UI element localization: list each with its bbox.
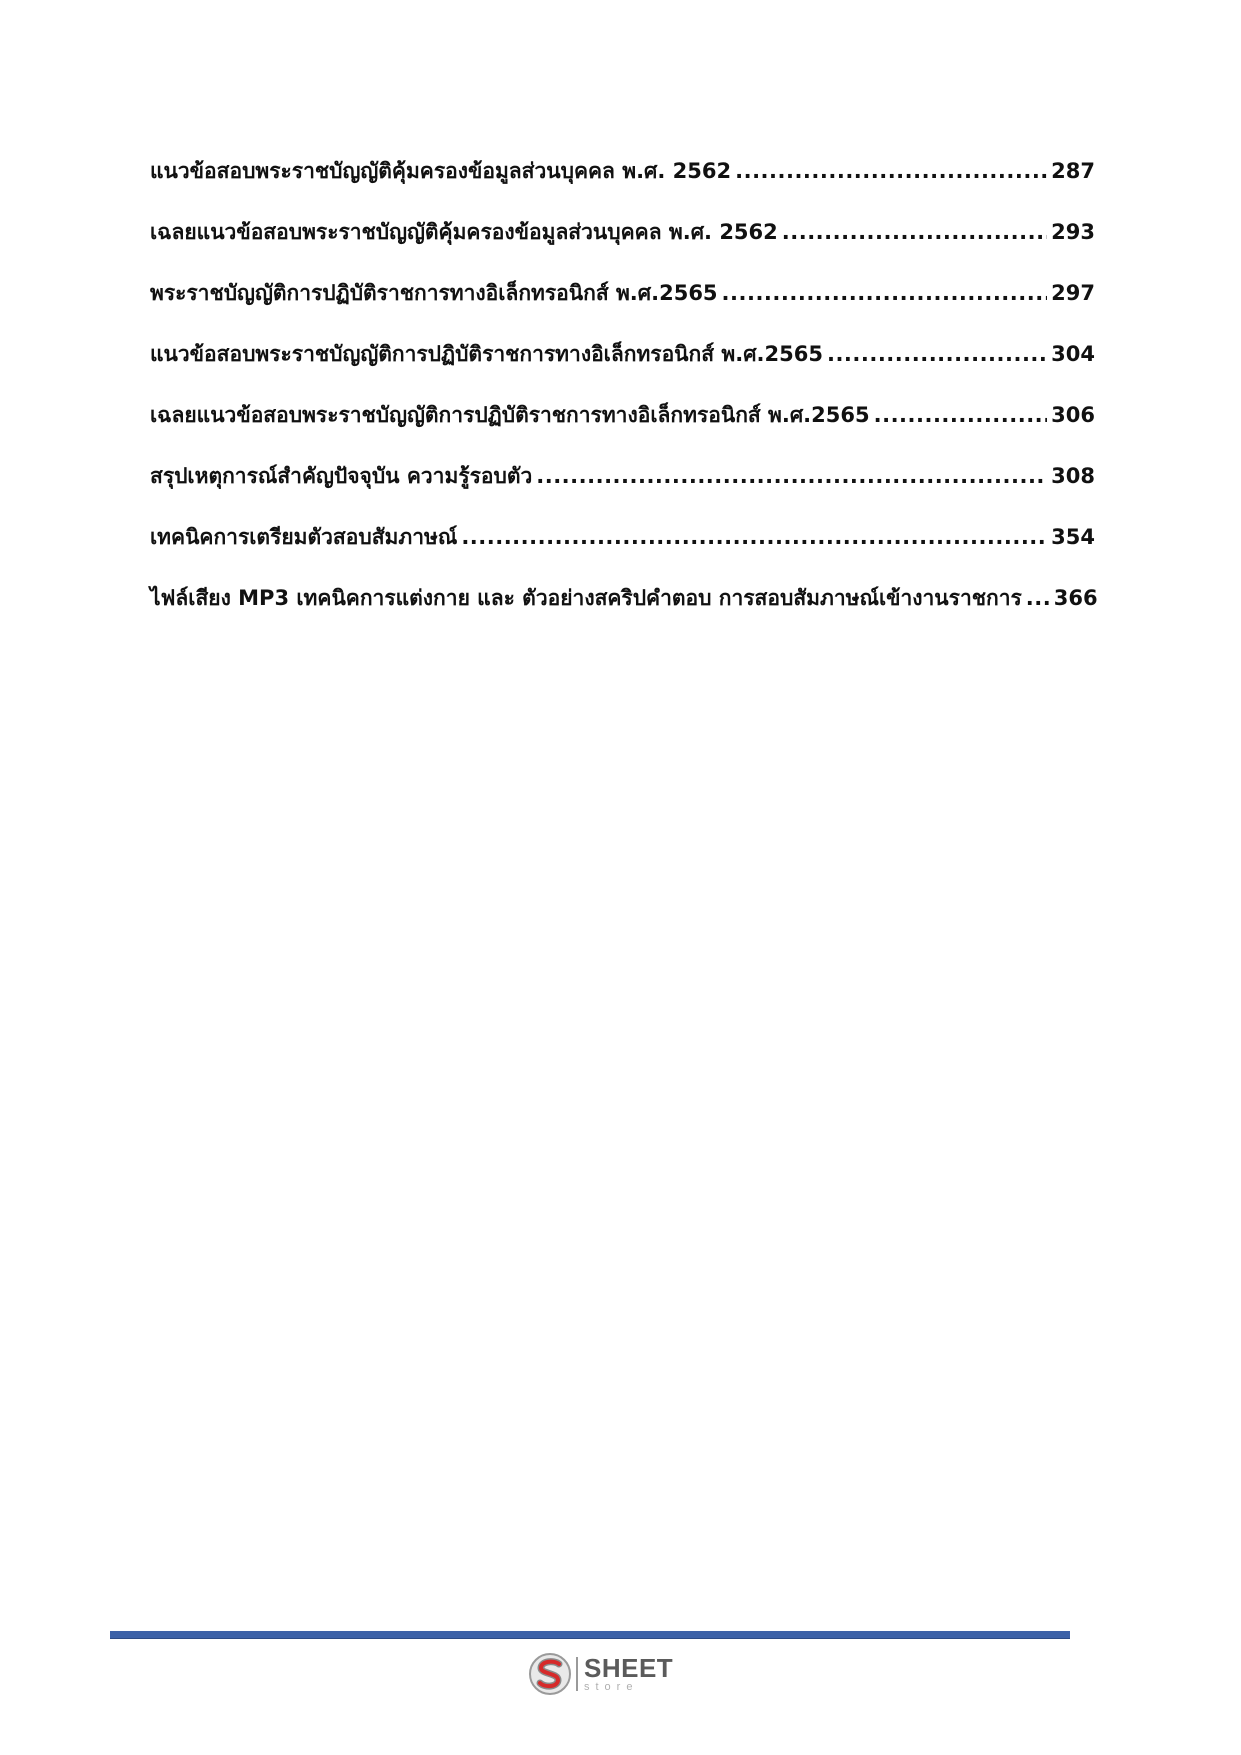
toc-dot-leader bbox=[782, 216, 1047, 248]
brand-wordmark bbox=[584, 1655, 673, 1693]
toc-entry[interactable] bbox=[150, 155, 1095, 216]
toc-page-number: 306 bbox=[1051, 403, 1095, 427]
toc-entry-title: แนวข้อสอบพระราชบัญญัติคุ้มครองข้อมูลส่วนบุคคล พ.ศ. 2562 bbox=[150, 159, 732, 183]
toc-entry-title: เฉลยแนวข้อสอบพระราชบัญญัติคุ้มครองข้อมูลส่วนบุคคล พ.ศ. 2562 bbox=[150, 220, 778, 244]
toc-entry[interactable] bbox=[150, 521, 1095, 582]
toc-entry[interactable] bbox=[150, 460, 1095, 521]
toc-entry[interactable] bbox=[150, 277, 1095, 338]
table-of-contents bbox=[150, 155, 1098, 643]
toc-dot-leader bbox=[1026, 582, 1050, 614]
toc-entry[interactable] bbox=[150, 338, 1095, 399]
toc-page-number: 366 bbox=[1053, 586, 1098, 610]
toc-dot-leader bbox=[722, 277, 1048, 309]
toc-page-number: 354 bbox=[1051, 525, 1095, 549]
toc-entry-title: เทคนิคการเตรียมตัวสอบสัมภาษณ์ bbox=[150, 525, 458, 549]
brand-subtitle: store bbox=[584, 1681, 639, 1693]
toc-entry-title: เฉลยแนวข้อสอบพระราชบัญญัติการปฏิบัติราชการทางอิเล็กทรอนิกส์ พ.ศ.2565 bbox=[150, 403, 870, 427]
toc-page-number: 297 bbox=[1051, 281, 1095, 305]
toc-entry[interactable] bbox=[150, 399, 1095, 460]
toc-entry-title: แนวข้อสอบพระราชบัญญัติการปฏิบัติราชการทางอิเล็กทรอนิกส์ พ.ศ.2565 bbox=[150, 342, 823, 366]
toc-entry-title: พระราชบัญญัติการปฏิบัติราชการทางอิเล็กทรอนิกส์ พ.ศ.2565 bbox=[150, 281, 718, 305]
toc-page-number: 293 bbox=[1051, 220, 1095, 244]
sheet-store-s-logo-icon bbox=[528, 1652, 572, 1696]
toc-entry-title: สรุปเหตุการณ์สำคัญปัจจุบัน ความรู้รอบตัว bbox=[150, 464, 533, 488]
toc-entry[interactable] bbox=[150, 216, 1095, 277]
toc-dot-leader bbox=[874, 399, 1048, 431]
toc-page-number: 287 bbox=[1051, 159, 1095, 183]
toc-dot-leader bbox=[735, 155, 1047, 187]
logo-divider bbox=[576, 1657, 578, 1691]
brand-name: SHEET bbox=[584, 1653, 674, 1683]
toc-entry-title: ไฟล์เสียง MP3 เทคนิคการแต่งกาย และ ตัวอย่างสคริปคำตอบ การสอบสัมภาษณ์เข้างานราชการ bbox=[150, 586, 1022, 610]
brand-logo bbox=[528, 1650, 673, 1698]
footer-divider bbox=[110, 1631, 1070, 1639]
toc-page-number: 304 bbox=[1051, 342, 1095, 366]
toc-entry[interactable] bbox=[150, 582, 1098, 643]
toc-dot-leader bbox=[827, 338, 1047, 370]
toc-page-number: 308 bbox=[1051, 464, 1095, 488]
toc-dot-leader bbox=[536, 460, 1047, 492]
toc-dot-leader bbox=[461, 521, 1047, 553]
